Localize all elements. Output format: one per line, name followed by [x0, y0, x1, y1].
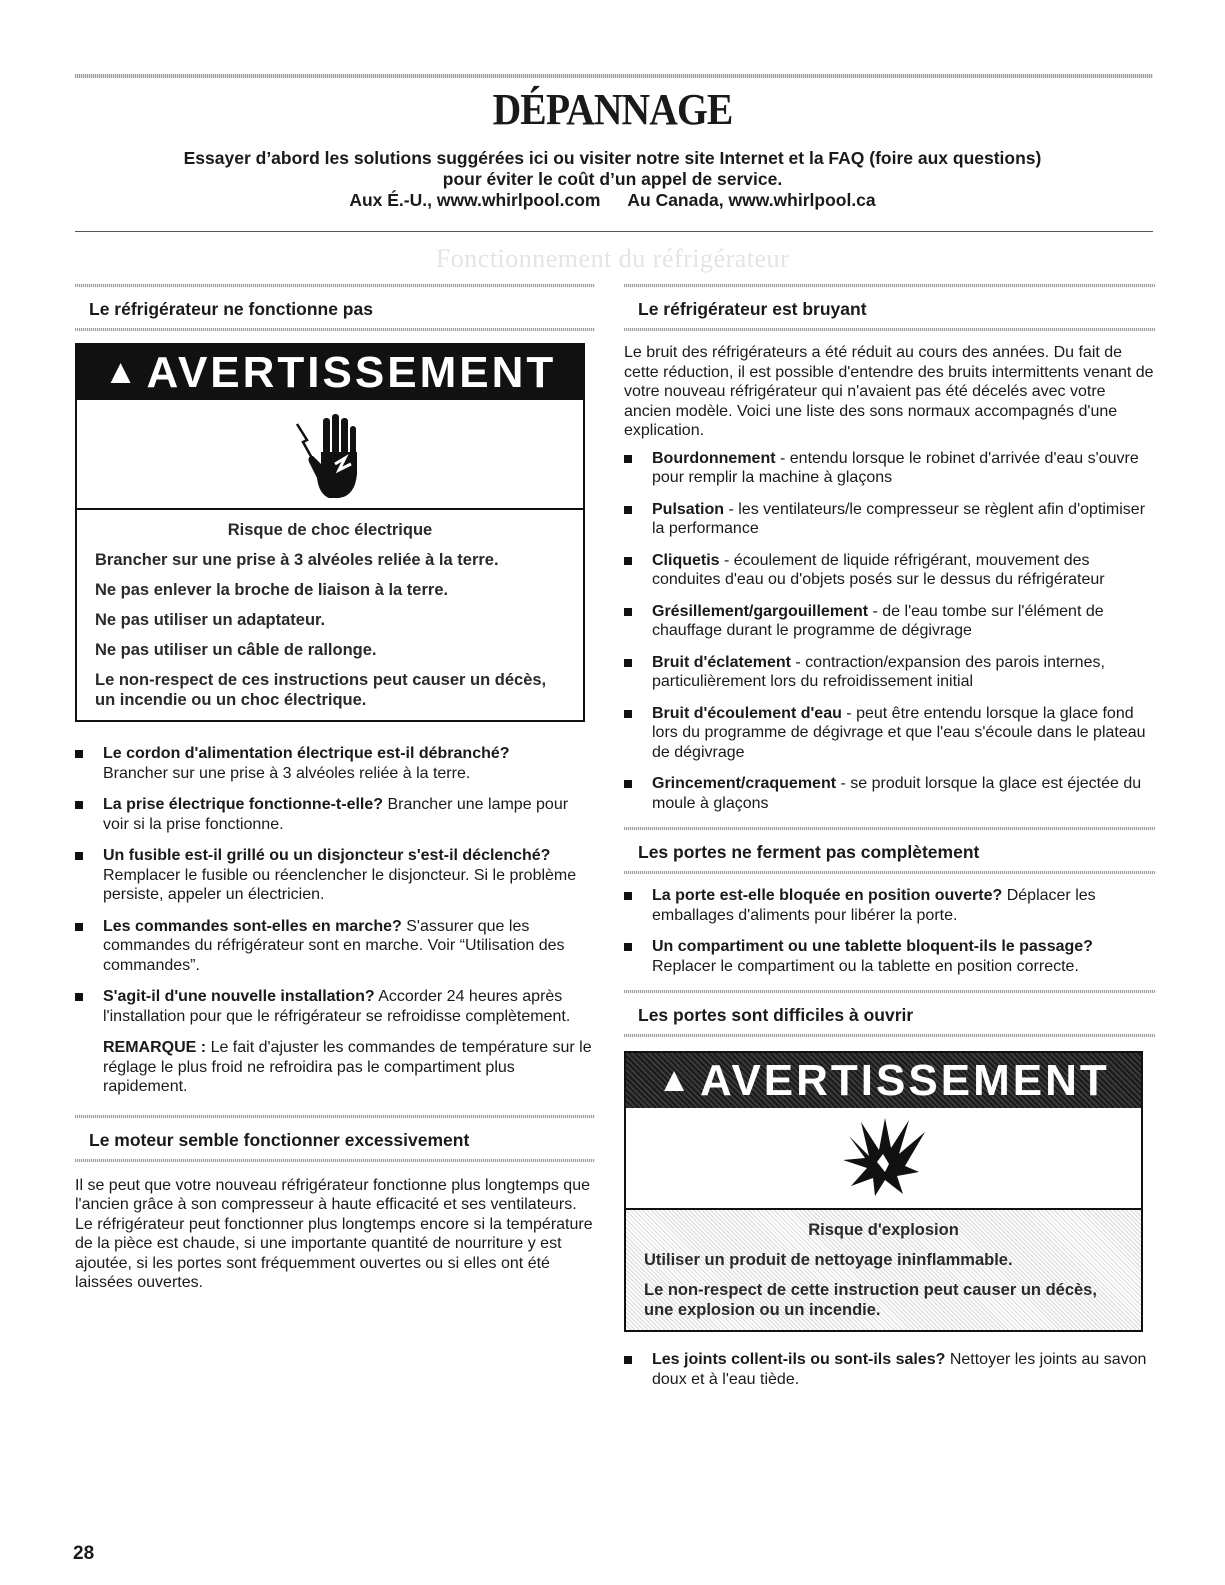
warning-line: Brancher sur une prise à 3 alvéoles reliée à la terre.: [95, 551, 499, 569]
page-number: 28: [73, 1543, 95, 1564]
warning-body: [77, 510, 583, 720]
doors-list: [624, 886, 1155, 976]
list-item: Le cordon d'alimentation électrique est-il débranché? Brancher sur une prise à 3 alvéoles reliée à la terre.: [75, 744, 595, 783]
intro-line-1: Essayer d’abord les solutions suggérées ici ou visiter notre site Internet et la FAQ (foire aux questions): [183, 148, 1042, 168]
list-item: La porte est-elle bloquée en position ouverte? Déplacer les emballages d'aliments pour libérer la porte.: [624, 886, 1155, 925]
page-title: DÉPANNAGE: [492, 85, 733, 134]
hatch-divider: [75, 328, 595, 331]
heading-not-working: Le réfrigérateur ne fonctionne pas: [89, 299, 373, 319]
hatch-divider: [624, 328, 1155, 331]
list-item: Les commandes sont-elles en marche? S'assurer que les commandes du réfrigérateur sont en marche. Voir “Utilisation des commandes”.: [75, 917, 595, 976]
list-item: La prise électrique fonctionne-t-elle? Brancher une lampe pour voir si la prise fonctionne.: [75, 795, 595, 834]
list-item: S'agit-il d'une nouvelle installation? Accorder 24 heures après l'installation pour que le réfrigérateur se refroidisse complètement.: [75, 987, 595, 1026]
intro-line-2: pour éviter le coût d’un appel de service.: [442, 169, 783, 189]
warning-header: ▲ AVERTISSEMENT: [77, 345, 583, 400]
warning-line: Le non-respect de cette instruction peut causer un décès, une explosion ou un incendie.: [644, 1281, 1097, 1319]
section-rule: [75, 231, 1153, 232]
electric-shock-hand-icon: [295, 414, 365, 504]
explosion-icon: [839, 1116, 929, 1200]
warning-icon-area: [626, 1108, 1141, 1210]
heading-doors-not-closing: Les portes ne ferment pas complètement: [638, 842, 980, 862]
link-us[interactable]: Aux É.-U., www.whirlpool.com: [349, 190, 601, 210]
noise-list: [624, 449, 1155, 814]
intro-block: [0, 148, 1225, 211]
top-rule: [75, 74, 1153, 78]
list-item: Grincement/craquement - se produit lorsque la glace est éjectée du moule à glaçons: [624, 774, 1155, 813]
warning-explosion: [624, 1051, 1143, 1332]
note: REMARQUE : Le fait d'ajuster les commandes de température sur le réglage le plus froid ne refroidira pas le compartiment plus rapidement.: [103, 1039, 592, 1095]
link-ca[interactable]: Au Canada, www.whirlpool.ca: [627, 190, 876, 210]
warning-triangle-icon: ▲: [657, 1061, 694, 1099]
list-item: Bruit d'écoulement d'eau - peut être entendu lorsque la glace fond lors du programme de dégivrage et que l'eau s'écoule dans le plateau de dégivrage: [624, 704, 1155, 763]
joints-list: [624, 1350, 1155, 1389]
section-banner: Fonctionnement du réfrigérateur: [435, 244, 790, 273]
motor-text: Il se peut que votre nouveau réfrigérateur fonctionne plus longtemps que l'ancien grâce à son compresseur à haute efficacité et ses ventilateurs. Le réfrigérateur peut fonctionner plus longtemps encore si la température de la pièce est chaude, si une importante quantité de nourriture y est ajoutée, si les portes sont fréquemment ouvertes ou si elles ont été laissées ouvertes.: [75, 1176, 593, 1291]
list-item: Bourdonnement - entendu lorsque le robinet d'arrivée d'eau s'ouvre pour remplir la machine à glaçons: [624, 449, 1155, 488]
warning-icon-area: [77, 400, 583, 510]
intro-links: [0, 190, 1225, 211]
list-item: Un fusible est-il grillé ou un disjoncteur s'est-il déclenché? Remplacer le fusible ou réenclencher le disjoncteur. Si le problème persiste, appeler un électricien.: [75, 846, 595, 905]
warning-line: Ne pas enlever la broche de liaison à la terre.: [95, 581, 449, 599]
warning-line: Le non-respect de ces instructions peut causer un décès, un incendie ou un choc électrique.: [95, 671, 547, 709]
right-column: [624, 284, 1155, 1401]
list-item: Cliquetis - écoulement de liquide réfrigérant, mouvement des conduites d'eau ou d'objets posés sur le dessus du réfrigérateur: [624, 551, 1155, 590]
left-column: [75, 284, 595, 1293]
list-item: Bruit d'éclatement - contraction/expansion des parois internes, particulièrement lors du refroidissement initial: [624, 653, 1155, 692]
hatch-divider: [75, 1159, 595, 1162]
not-working-list: [75, 744, 595, 1026]
warning-line: Utiliser un produit de nettoyage ininflammable.: [644, 1251, 1013, 1269]
hatch-divider: [624, 871, 1155, 874]
heading-noisy: Le réfrigérateur est bruyant: [638, 299, 867, 319]
hatch-divider: [624, 1034, 1155, 1037]
list-item: Grésillement/gargouillement - de l'eau tombe sur l'élément de chauffage durant le programme de dégivrage: [624, 602, 1155, 641]
warning-line: Ne pas utiliser un adaptateur.: [95, 611, 326, 629]
warning-electric: [75, 343, 585, 722]
noisy-intro: Le bruit des réfrigérateurs a été réduit au cours des années. Du fait de cette réduction, il est possible d'entendre des bruits intermittents venant de votre nouveau réfrigérateur qui n'avaient pas été décelés avec votre ancien modèle. Voici une liste des sons normaux accompagnés d'une explication.: [624, 344, 1154, 439]
warning-risk: Risque d'explosion: [808, 1221, 959, 1239]
list-item: Pulsation - les ventilateurs/le compresseur se règlent afin d'optimiser la performance: [624, 500, 1155, 539]
warning-header: ▲ AVERTISSEMENT: [626, 1053, 1141, 1108]
warning-triangle-icon: ▲: [103, 353, 141, 391]
warning-risk: Risque de choc électrique: [227, 521, 433, 539]
warning-line: Ne pas utiliser un câble de rallonge.: [95, 641, 377, 659]
heading-motor: Le moteur semble fonctionner excessivement: [89, 1129, 470, 1150]
list-item: Les joints collent-ils ou sont-ils sales? Nettoyer les joints au savon doux et à l'eau tiède.: [624, 1350, 1155, 1389]
list-item: Un compartiment ou une tablette bloquent-ils le passage? Replacer le compartiment ou la tablette en position correcte.: [624, 937, 1155, 976]
warning-body: [626, 1210, 1141, 1330]
heading-doors-hard: Les portes sont difficiles à ouvrir: [638, 1005, 914, 1025]
